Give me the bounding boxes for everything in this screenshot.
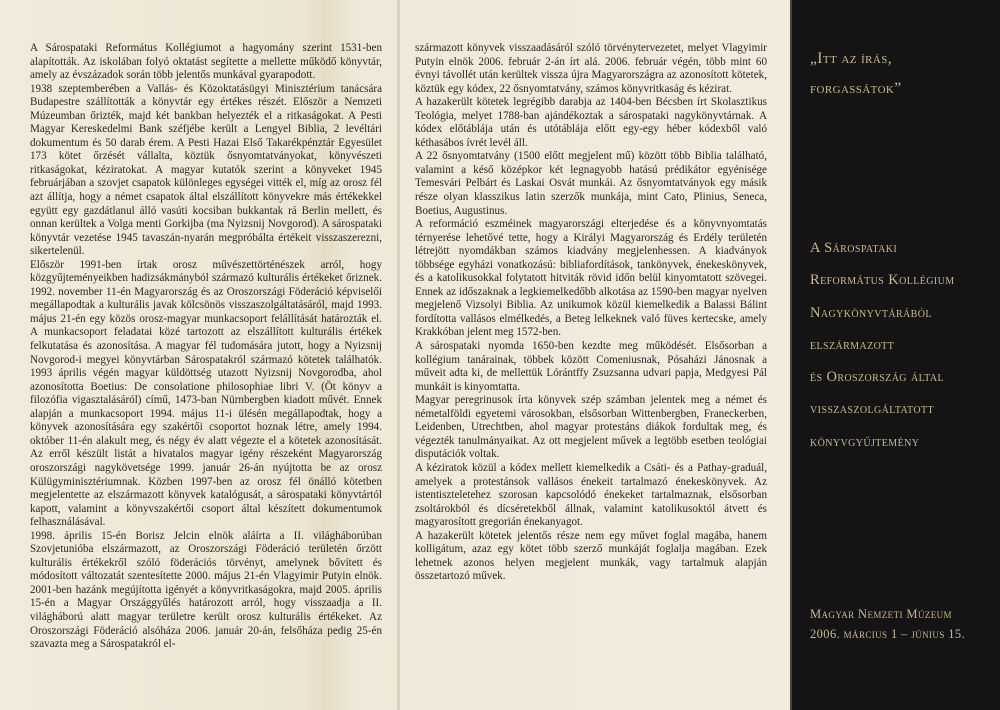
paragraph: A hazakerült kötetek legrégibb darabja az 1404-ben Bécsben írt Skolasztikus Teológia, melyet 1788-ban ajándékoztak a sárospataki nagykönyvtárnak. A kódex előtáblája után és utótáblája előtt egy-egy héber kódexből való kéthasábos ívrét levél áll.	[415, 96, 767, 149]
paragraph: 1998. április 15-én Borisz Jelcin elnök aláírta a II. világháborúban Szovjetunióba elszármazott, az Oroszországi Föderáció területén őrzött kulturális értékekről szóló föderációs törvényt, amelynek bővített és módosított változatát szentesítette 2000. május 21-én Vlagyimir Putyin elnök. 2001-ben hazánk megújította igényét a könyvritkaságokra, majd 2005. április 15-én a Magyar Országgyűlés határozott arról, hogy visszaadja a II. világháború alatt magyar területre került orosz kulturális értékeket. Az Oroszországi Föderáció alsóháza 2006. január 20-án, felsőháza pedig 25-én szavazta meg a Sárospatakról el-	[30, 529, 382, 651]
fold-line	[397, 0, 400, 710]
title-line: és Oroszország által	[810, 369, 945, 386]
paragraph: A Sárospataki Református Kollégiumot a hagyomány szerint 1531-ben alapították. Az iskolában folyó oktatást segítette a mellette működő könyvtár, amely az évszázadok során több jelentős munkával gyarapodott.	[30, 42, 382, 82]
paragraph: A sárospataki nyomda 1650-ben kezdte meg működését. Elsősorban a kollégium tanárainak, többek között Comeniusnak, Pósaházi Jánosnak a műveit adta ki, de mellettük Lórántffy Zsuzsanna udvari papja, Medgyesi Pál munkáit is kinyomtatta.	[415, 340, 767, 393]
paragraph: 1938 szeptemberében a Vallás- és Közoktatásügyi Minisztérium tanácsára Budapestre szállították a könyvtár egy értékes részét. Először a Nemzeti Múzeumban őrizték, majd két bankban helyezték el a ritkaságokat. A Pesti Magyar Kereskedelmi Bank széfjébe került a Lengyel Biblia, 2 levéltári dokumentum és 50 darab érem. A Pesti Hazai Első Takarékpénztár Egyesület 173 kötet őrzését vállalta, köztük ősnyomtatványokat, könyvészeti ritkaságokat, kéziratokat. A magyar kutatók szerint a könyveket 1945 februárjában a szovjet csapatok különleges egységei vitték el, míg az orosz fél azt állítja, hogy a német csapatok által elszállított könyvekre más értékekkel együtt egy gazdátlanul álló vasúti kocsiban bukkantak rá Berlin mellett, és onnan kerültek a Volga menti Gorkijba (ma Nyizsnij Novgorod). A sárospataki könyvtár vezetése 1945 tavaszán-nyarán megpróbálta értékeit visszaszerezni, sikertelenül.	[30, 82, 382, 258]
cover-panel	[792, 0, 1000, 710]
title-line: A Sárospataki	[810, 240, 898, 256]
quote-line: forgassátok”	[810, 80, 902, 97]
paragraph: A 22 ősnyomtatvány (1500 előtt megjelent mű) között több Biblia található, valamint a késő középkor két legnagyobb hatású prédikátor egyénisége Temesvári Pelbárt és Laskai Osvát munkái. Az ősnyomtatványok egy másik része olyan klasszikus latin szerzők munkája, mint Cato, Plinius, Seneca, Boetius, Augustinus.	[415, 150, 767, 217]
cover-footer	[810, 604, 990, 644]
paragraph: A kéziratok közül a kódex mellett kiemelkedik a Csáti- és a Pathay-graduál, amelyek a protestánsok vallásos énekeit tartalmazó énekeskönyvek. Az istentiszteletehez szorosan kapcsolódó énekeket tartalmaznak, elsősorban zsoltárokból és dícséretekből állnak, valamint katolikusoktól átvett és magyarosított gregorián énekanyagot.	[415, 461, 767, 529]
title-line: visszaszolgáltatott	[810, 401, 935, 418]
left-text-column	[30, 42, 382, 652]
cover-title	[810, 232, 990, 458]
quote-line: „Itt az írás,	[810, 50, 893, 67]
title-line: Református Kollégium	[810, 272, 955, 289]
exhibition-dates: 2006. március 1 – június 15.	[810, 627, 966, 641]
middle-text-column	[415, 42, 767, 584]
paragraph: származott könyvek visszaadásáról szóló törvénytervezetet, melyet Vlagyimir Putyin elnök 2006. február 2-án írt alá. 2006. február végén, több mint 60 évnyi távollét után kerültek vissza újra Magyarországra az azonosított kötetek, köztük egy kódex, 22 ősnyomtatvány, számos könyvritkaság és kézirat.	[415, 42, 767, 95]
title-line: könyvgyűjtemény	[810, 433, 920, 450]
paragraph: Magyar peregrinusok írta könyvek szép számban jelentek meg a német és németalföldi egyetemi városokban, elsősorban Wittenbergben, Franeckerben, Leidenben, Utrechtben, ahol magyar protestáns diákok fordultak meg, és végezték tanulmányaikat. Az ott megjelent művek a legtöbb esetben teológiai disputációk voltak.	[415, 394, 767, 461]
paragraph: A reformáció eszméinek magyarországi elterjedése és a könyvnyomtatás térnyerése lehetővé tette, hogy a Királyi Magyarország és Erdély területén létrejött nyomdákban számos kiadvány megjelenhessen. A kiadványok többsége egyházi vonatkozású: bibliafordítások, tankönyvek, énekeskönyvek, és a katolikusokkal folytatott hitviták rövid időn belül kinyomtatott szövegei. Ennek az időszaknak a legkiemelkedőbb alkotása az 1590-ben magyar nyelven megjelenő Vizsolyi Biblia. Az unikumok közül kiemelkedik a Balassi Bálint fordította vallásos elmélkedés, a Beteg lelkeknek való füves kertecske, amely Krakkóban jelent meg 1572-ben.	[415, 218, 767, 339]
cover-quote	[810, 44, 990, 104]
museum-name: Magyar Nemzeti Múzeum	[810, 607, 952, 621]
title-line: elszármazott	[810, 336, 895, 353]
paragraph: Először 1991-ben írtak orosz művészettörténészek arról, hogy közgyűjteményeikben hadizsákmányból származó kulturális értékeket őriznek. 1992. november 11-én Magyarország és az Oroszországi Föderáció képviselői megállapodtak a kulturális javak kölcsönös visszaszolgáltatásáról, majd 1993. május 21-én egy közös orosz-magyar munkacsoport felállítását határozták el. A munkacsoport feladatai közé tartozott az elszállított kulturális értékek felkutatása és azonosítása. A magyar fél tudomására jutott, hogy a Nyizsnij Novgorod-i megyei könyvtárban Sárospatakról származó kötetek találhatók. 1993 április végén magyar küldöttség utazott Nyizsnij Novgorodba, ahol azonosította Boetius: De consolatione philosophiae libri V. (Öt könyv a filozófia vigasztalásáról) című, 1473-ban Nürnbergben kiadott művét. Ennek alapján a munkacsoport 1994. május 11-i ülésén megállapodtak, hogy a könyvek azonosítására egy szakértői csoportot hoznak létre, amely 1994. október 11-én alakult meg, és négy év alatt végezte el a kötetek azonosítását. Az erről készült listát a hivatalos magyar igény részeként Magyarország oroszországi nagykövetsége 1999. január 26-án nyújtotta be az orosz Külügyminisztériumnak. Közben 1997-ben az orosz fél önálló kötetben megjelentette az elszármazott könyvek katalógusát, a sárospataki könyvtártól kapott, valamint a könyvszakértői csoport által készített dokumentumok felhasználásával.	[30, 258, 382, 529]
title-line: Nagykönyvtárából	[810, 304, 932, 321]
paragraph: A hazakerült kötetek jelentős része nem egy művet foglal magába, hanem kolligátum, azaz egy kötet több szerző munkáját foglalja magában. Ezek lehetnek azonos helyen megjelent munkák, vagy tartalmuk alapján összetartozó művek.	[415, 529, 767, 583]
